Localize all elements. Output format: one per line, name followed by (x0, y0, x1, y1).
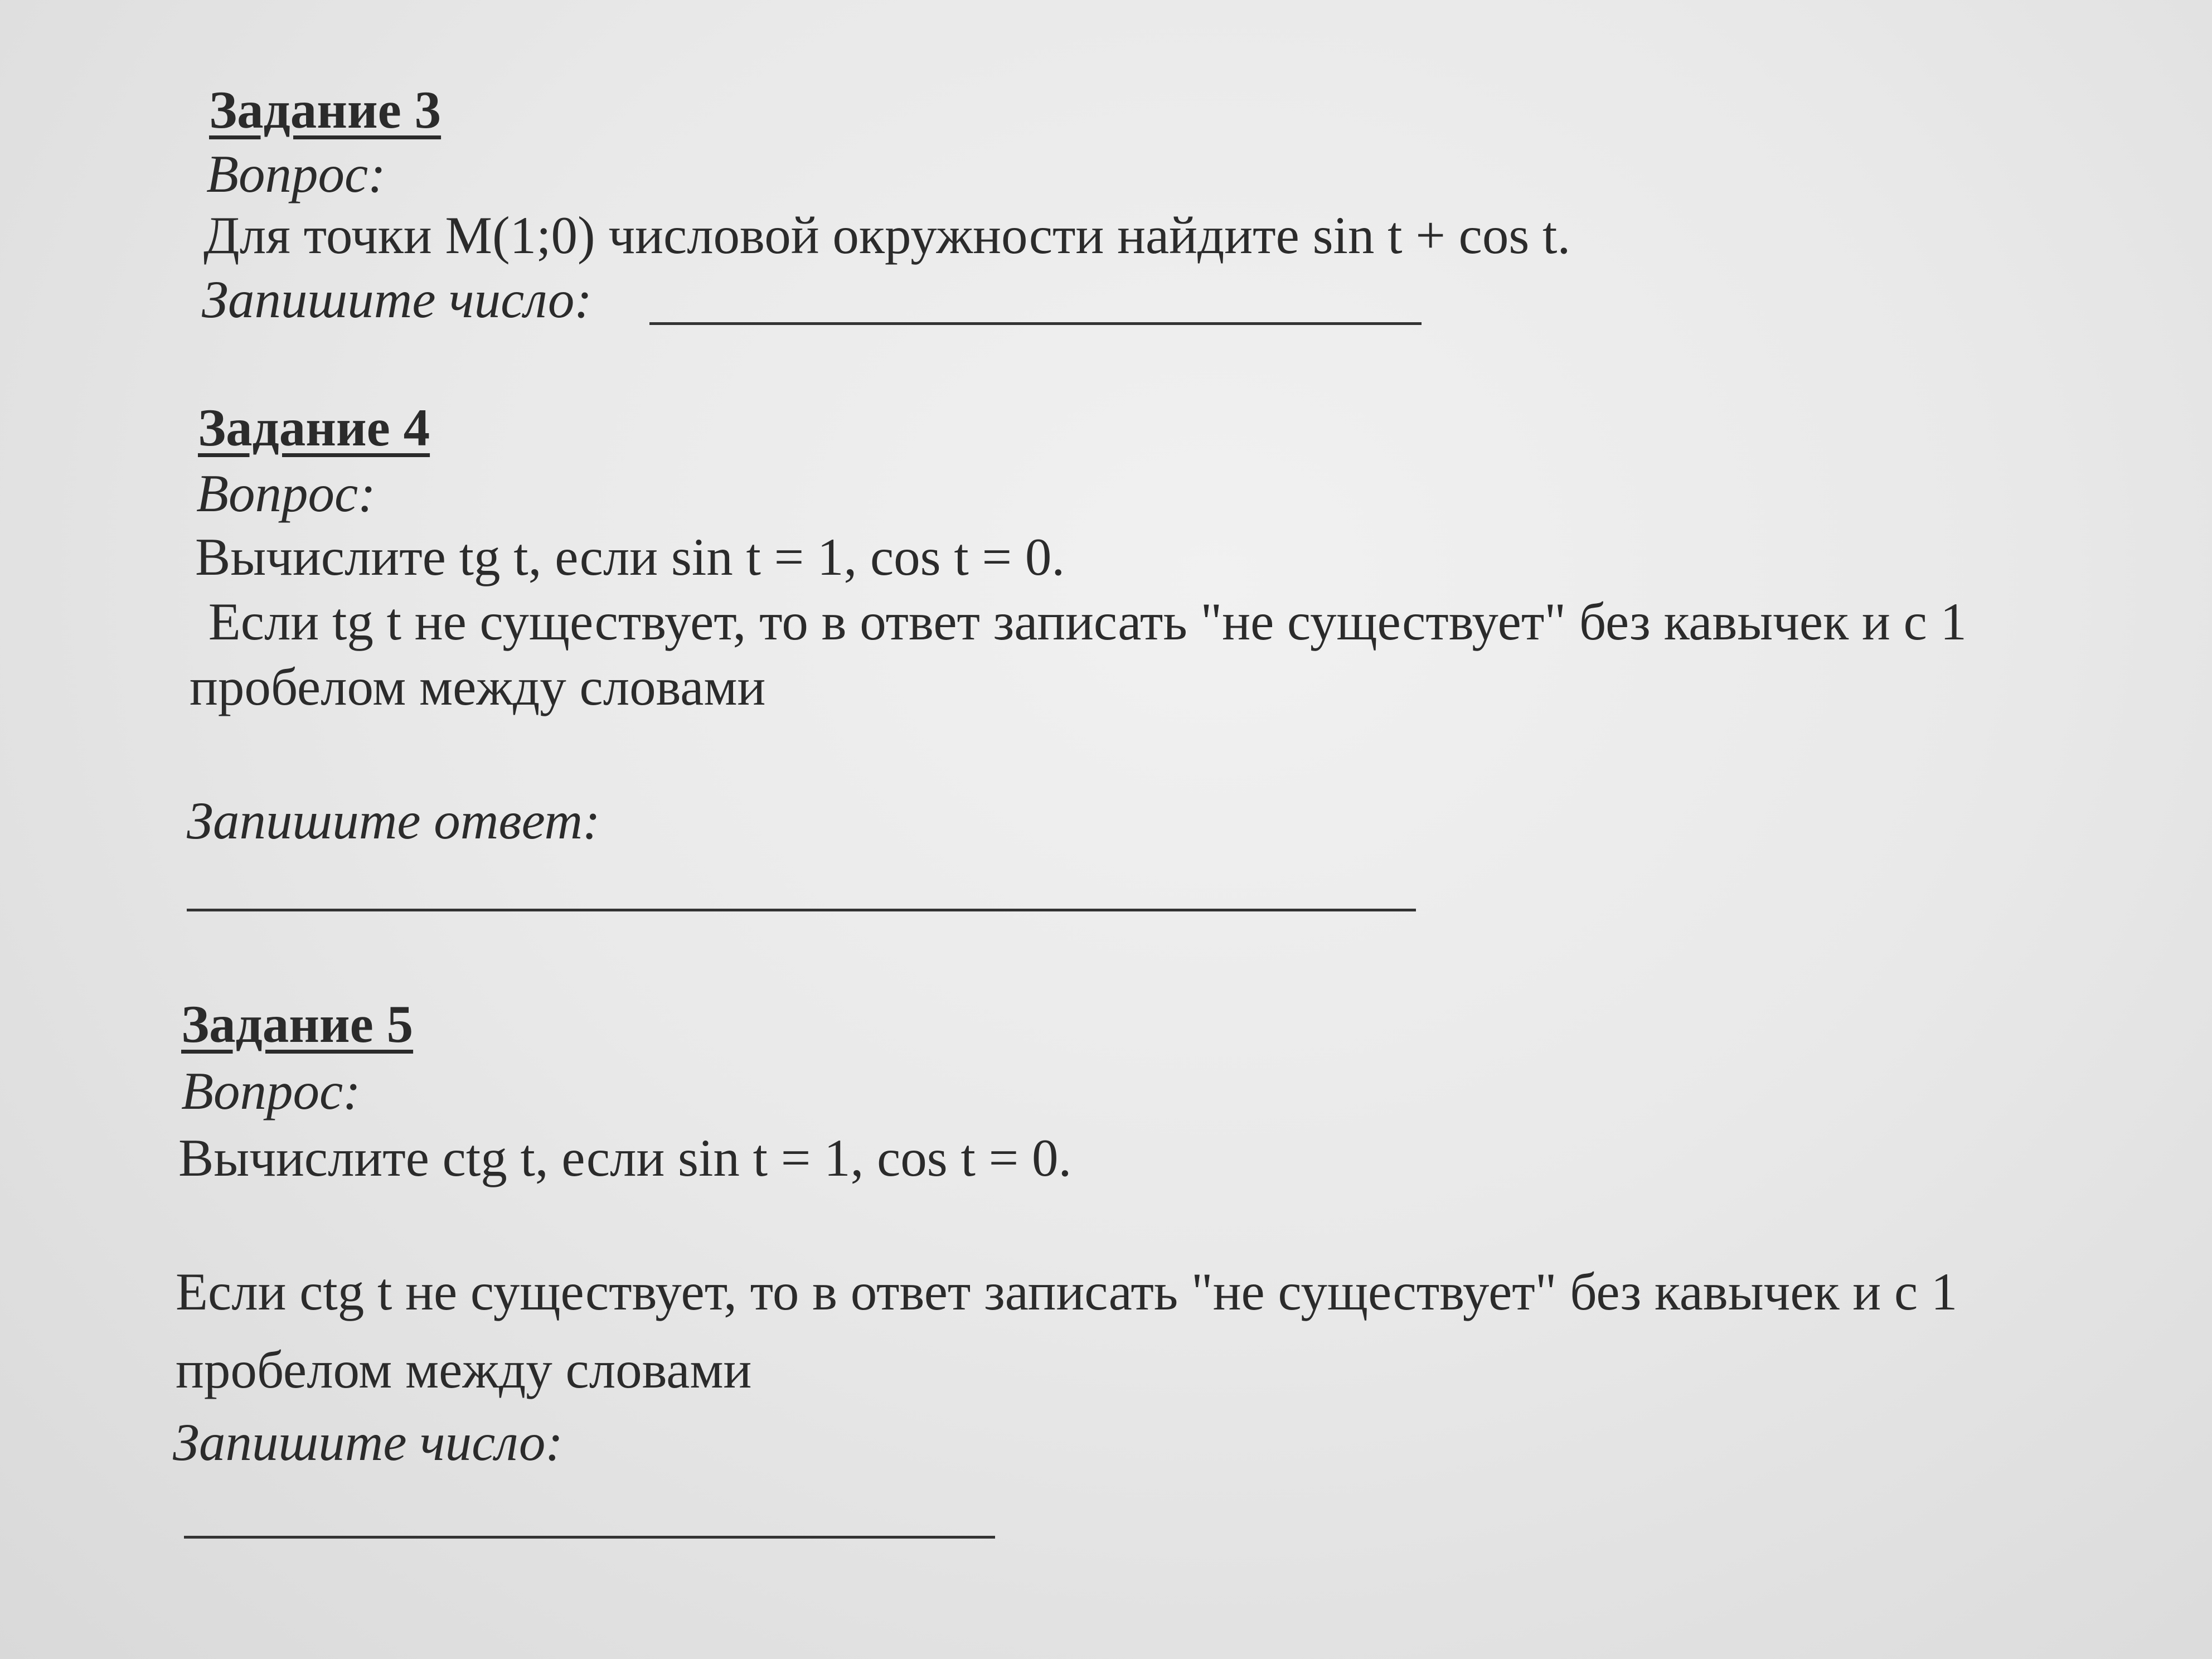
task-3-answer-prompt: Запишите число: (202, 270, 592, 329)
task-4-question-text-2: Если tg t не существует, то в ответ записать "не существует" без кавычек и с 1 (195, 592, 1967, 651)
task-5-question-text-3: пробелом между словами (176, 1340, 752, 1399)
task-5-question-text-1: Вычислите ctg t, если sin t = 1, cos t = 0. (178, 1128, 1072, 1187)
task-5-heading: Задание 5 (181, 995, 414, 1054)
task-3-answer-line[interactable] (649, 322, 1422, 325)
task-5-answer-line[interactable] (184, 1536, 995, 1539)
task-5-question-text-2: Если ctg t не существует, то в ответ записать "не существует" без кавычек и с 1 (176, 1262, 1958, 1321)
task-4-question-text-3: пробелом между словами (190, 657, 766, 716)
task-4-question-label: Вопрос: (196, 464, 376, 523)
task-3-question-label: Вопрос: (206, 144, 386, 203)
task-4-answer-line[interactable] (187, 909, 1416, 911)
task-5-question-label: Вопрос: (181, 1061, 361, 1120)
task-4-answer-prompt: Запишите ответ: (187, 791, 600, 850)
task-3-heading: Задание 3 (209, 80, 442, 139)
task-3-question-text: Для точки М(1;0) числовой окружности найдите sin t + cos t. (203, 206, 1571, 265)
task-5-answer-prompt: Запишите число: (173, 1413, 563, 1472)
task-4-question-text-1: Вычислите tg t, если sin t = 1, cos t = 0. (195, 527, 1065, 586)
task-4-heading: Задание 4 (198, 398, 430, 457)
